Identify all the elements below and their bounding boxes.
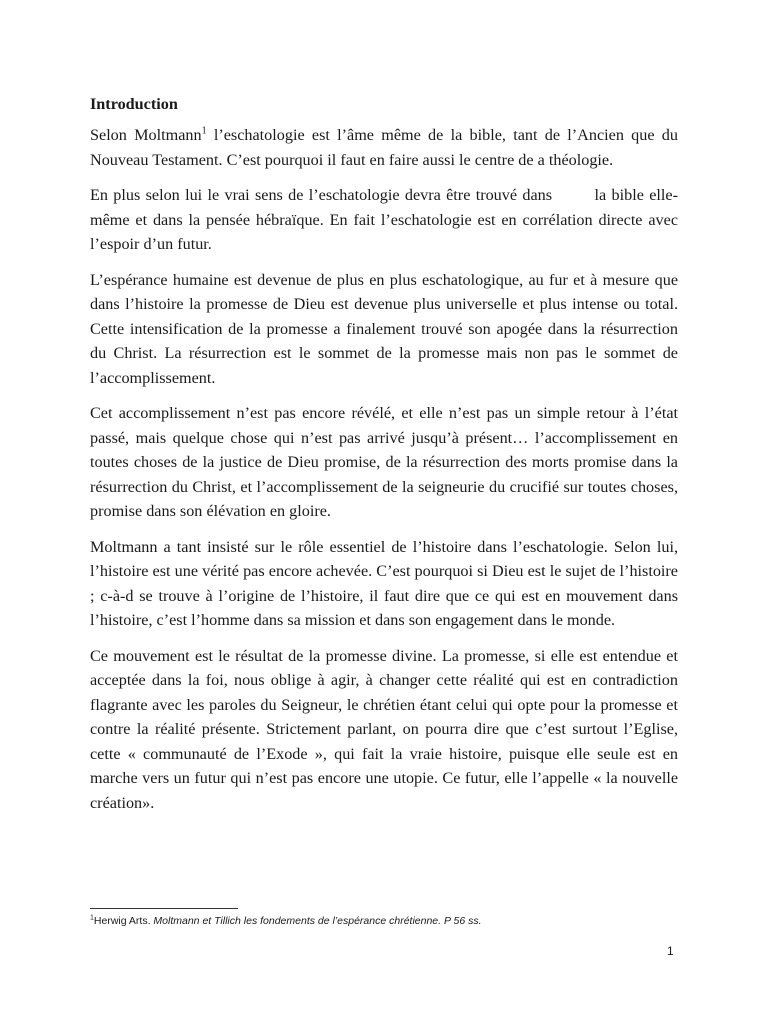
- paragraph-1-start: Selon Moltmann: [90, 126, 202, 144]
- paragraph-1-rest: l’eschatologie est l’âme même de la bible, tant de l’Ancien que du Nouveau Testament. C’est pourquoi il faut en faire aussi le centre de a théologie.: [90, 126, 678, 169]
- paragraph-2: En plus selon lui le vrai sens de l’eschatologie devra être trouvé dans la bible elle-même et dans la pensée hébraïque. En fait l’eschatologie est en corrélation directe avec l’espoir d’un futur.: [90, 186, 683, 253]
- paragraph-3: L’espérance humaine est devenue de plus en plus eschatologique, au fur et à mesure que dans l’histoire la promesse de Dieu est devenue plus universelle et plus intense ou total. Cette intensification de la promesse a finalement trouvé son apogée dans la résurrection du Christ. La résurrection est le sommet de la promesse mais non pas le sommet de l’accomplissement.: [90, 270, 678, 387]
- section-heading: Introduction: [90, 95, 178, 113]
- page-number: 1: [667, 944, 674, 958]
- paragraph-5: Moltmann a tant insisté sur le rôle essentiel de l’histoire dans l’eschatologie. Selon lui, l’histoire est une vérité pas encore achevée. C’est pourquoi si Dieu est le sujet de l’histoire ; c-à-d se trouve à l’origine de l’histoire, il faut dire que ce qui est en mouvement dans l’histoire, c’est l’homme dans sa mission et dans son engagement dans le monde.: [90, 537, 678, 629]
- footnote-author: Herwig Arts.: [93, 915, 154, 927]
- footnote: [90, 914, 678, 928]
- document-body: [90, 93, 683, 826]
- paragraph-1: [90, 123, 678, 172]
- footnote-title: Moltmann et Tillich les fondements de l’espérance chrétienne. P 56 ss.: [153, 915, 482, 927]
- footnote-separator: [90, 908, 238, 909]
- paragraph-6: Ce mouvement est le résultat de la promesse divine. La promesse, si elle est entendue et acceptée dans la foi, nous oblige à agir, à changer cette réalité qui est en contradiction flagrante avec les paroles du Seigneur, le chrétien étant celui qui opte pour la promesse et contre la réalité présente. Strictement parlant, on pourra dire que c’est surtout l’Eglise, cette « communauté de l’Exode », qui fait la vraie histoire, puisque elle seule est en marche vers un futur qui n’est pas encore une utopie. Ce futur, elle l’appelle « la nouvelle création».: [90, 646, 678, 812]
- footnote-number: 1: [90, 914, 94, 922]
- footnote-reference[interactable]: 1: [201, 125, 207, 137]
- paragraph-4: Cet accomplissement n’est pas encore révélé, et elle n’est pas un simple retour à l’état passé, mais quelque chose qui n’est pas arrivé jusqu’à présent… l’accomplissement en toutes choses de la justice de Dieu promise, de la résurrection des morts promise dans la résurrection du Christ, et l’accomplissement de la seigneurie du crucifié sur toutes choses, promise dans son élévation en gloire.: [90, 404, 678, 520]
